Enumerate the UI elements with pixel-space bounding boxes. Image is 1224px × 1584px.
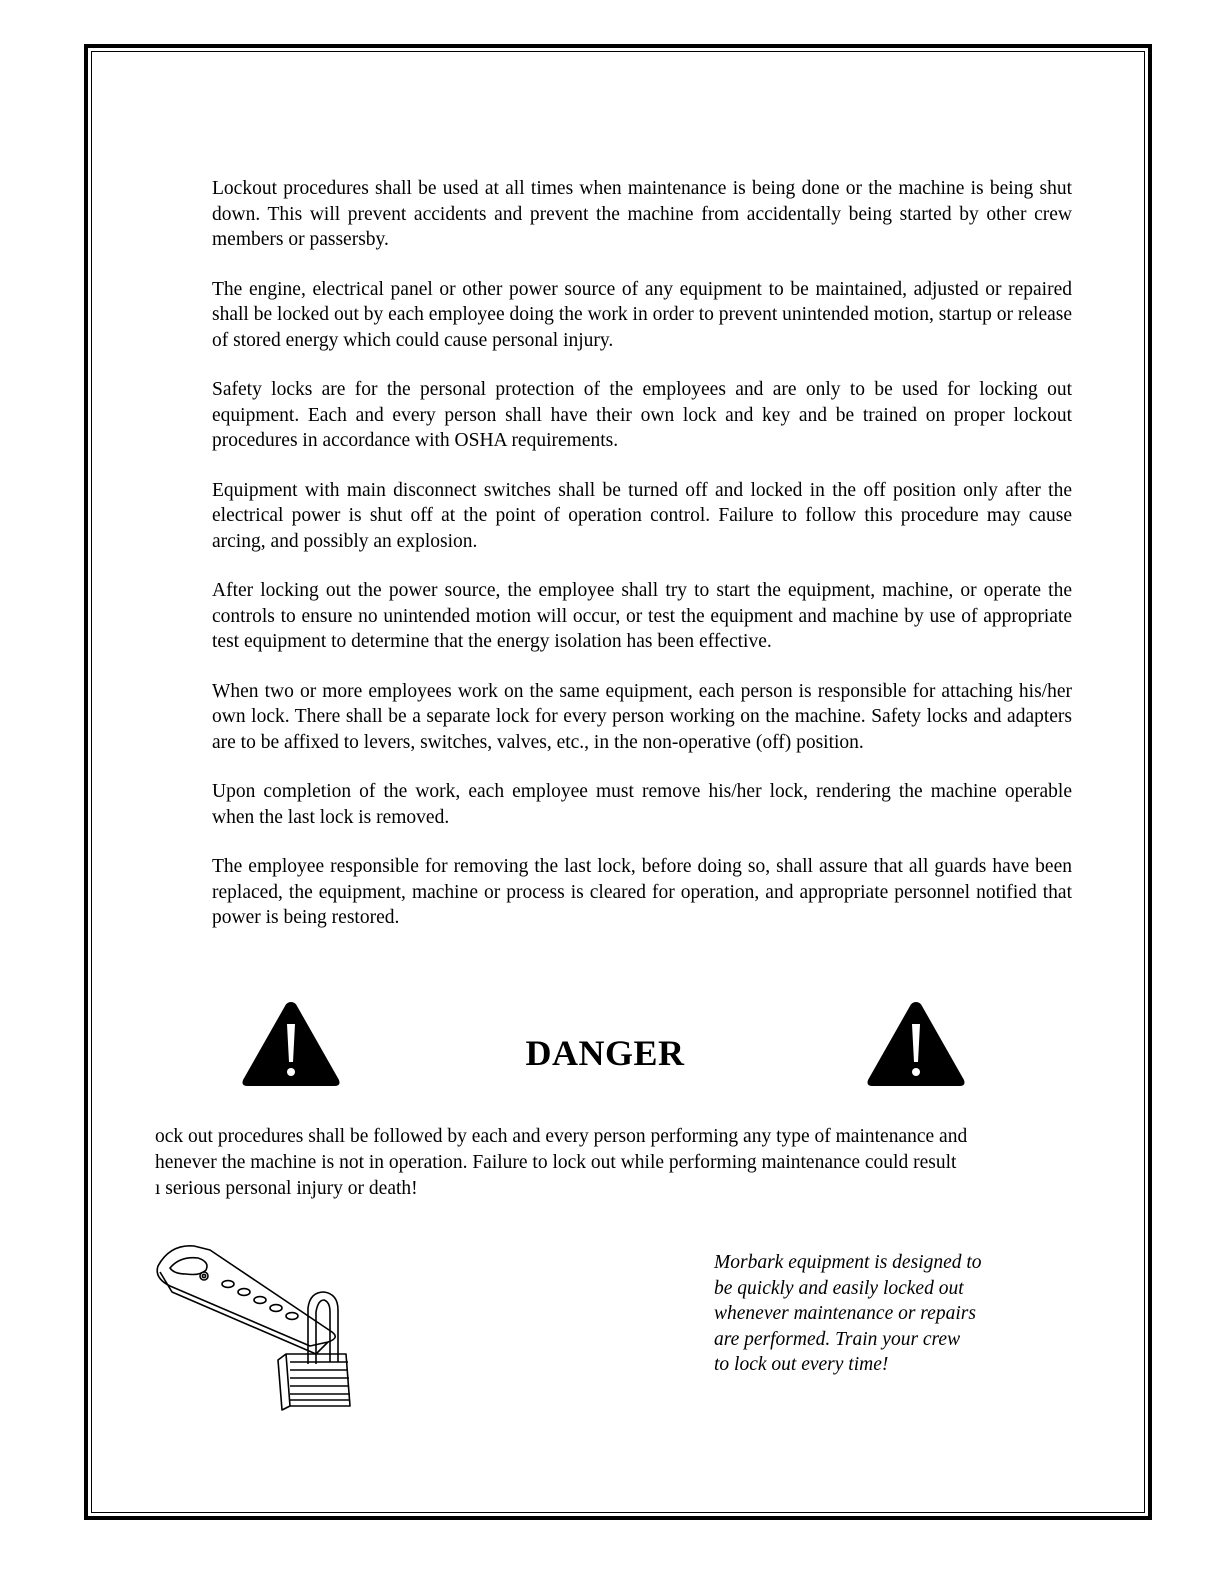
lockout-hasp-padlock-illustration bbox=[150, 1236, 386, 1412]
caption-line: whenever maintenance or repairs bbox=[714, 1303, 976, 1324]
lockout-procedures-text bbox=[212, 176, 1072, 955]
paragraph-disconnect-switches: Equipment with main disconnect switches shall be turned off and locked in the off position only after the electrical power is shut off at the point of operation control. Failure to follow this procedure may cause arcing, and possibly an explosion. bbox=[212, 479, 1072, 552]
danger-line: ock out procedures shall be followed by each and every person performing any type of maintenance and bbox=[155, 1126, 968, 1147]
paragraph-power-source: The engine, electrical panel or other power source of any equipment to be maintained, adjusted or repaired shall be locked out by each employee doing the work in order to prevent unintended motion, startup or release of stored energy which could cause personal injury. bbox=[212, 278, 1072, 351]
paragraph-multiple-employees: When two or more employees work on the same equipment, each person is responsible for attaching his/her own lock. There shall be a separate lock for every person working on the machine. Safety locks and adapters are to be affixed to levers, switches, valves, etc., in the non-operative (off) position. bbox=[212, 680, 1072, 753]
danger-warning-text bbox=[155, 1124, 1075, 1202]
caption-line: be quickly and easily locked out bbox=[714, 1277, 964, 1299]
paragraph-safety-locks: Safety locks are for the personal protection of the employees and are only to be used for locking out equipment. Each and every person shall have their own lock and key and be trained on proper lockout procedures in accordance with OSHA requirements. bbox=[212, 379, 1072, 451]
paragraph-last-lock: The employee responsible for removing the last lock, before doing so, shall assure that all guards have been replaced, the equipment, machine or process is cleared for operation, and appropriate personnel notified that power is being restored. bbox=[212, 856, 1072, 928]
paragraph-test-after-lockout: After locking out the power source, the employee shall try to start the equipment, machine, or operate the controls to ensure no unintended motion will occur, or test the equipment and machine by use of appropriate test equipment to determine that the energy isolation has been effective. bbox=[212, 580, 1072, 652]
warning-triangle-icon bbox=[864, 998, 968, 1090]
paragraph-lockout-usage: Lockout procedures shall be used at all times when maintenance is being done or the machine is being shut down. This will prevent accidents and prevent the machine from accidentally being started by other crew members or passersby. bbox=[212, 178, 1072, 250]
caption-line: are performed. Train your crew bbox=[714, 1328, 961, 1350]
danger-heading: DANGER bbox=[525, 1033, 685, 1073]
paragraph-completion: Upon completion of the work, each employee must remove his/her lock, rendering the machine operable when the last lock is removed. bbox=[212, 781, 1072, 828]
caption-line: to lock out every time! bbox=[714, 1354, 889, 1375]
danger-line: henever the machine is not in operation. Failure to lock out while performing maintenance could result bbox=[155, 1152, 957, 1173]
danger-banner bbox=[0, 998, 1224, 1094]
morbark-caption bbox=[714, 1250, 1034, 1378]
caption-line: Morbark equipment is designed to bbox=[714, 1252, 982, 1273]
warning-triangle-icon bbox=[239, 998, 343, 1090]
danger-line: ı serious personal injury or death! bbox=[155, 1178, 418, 1199]
